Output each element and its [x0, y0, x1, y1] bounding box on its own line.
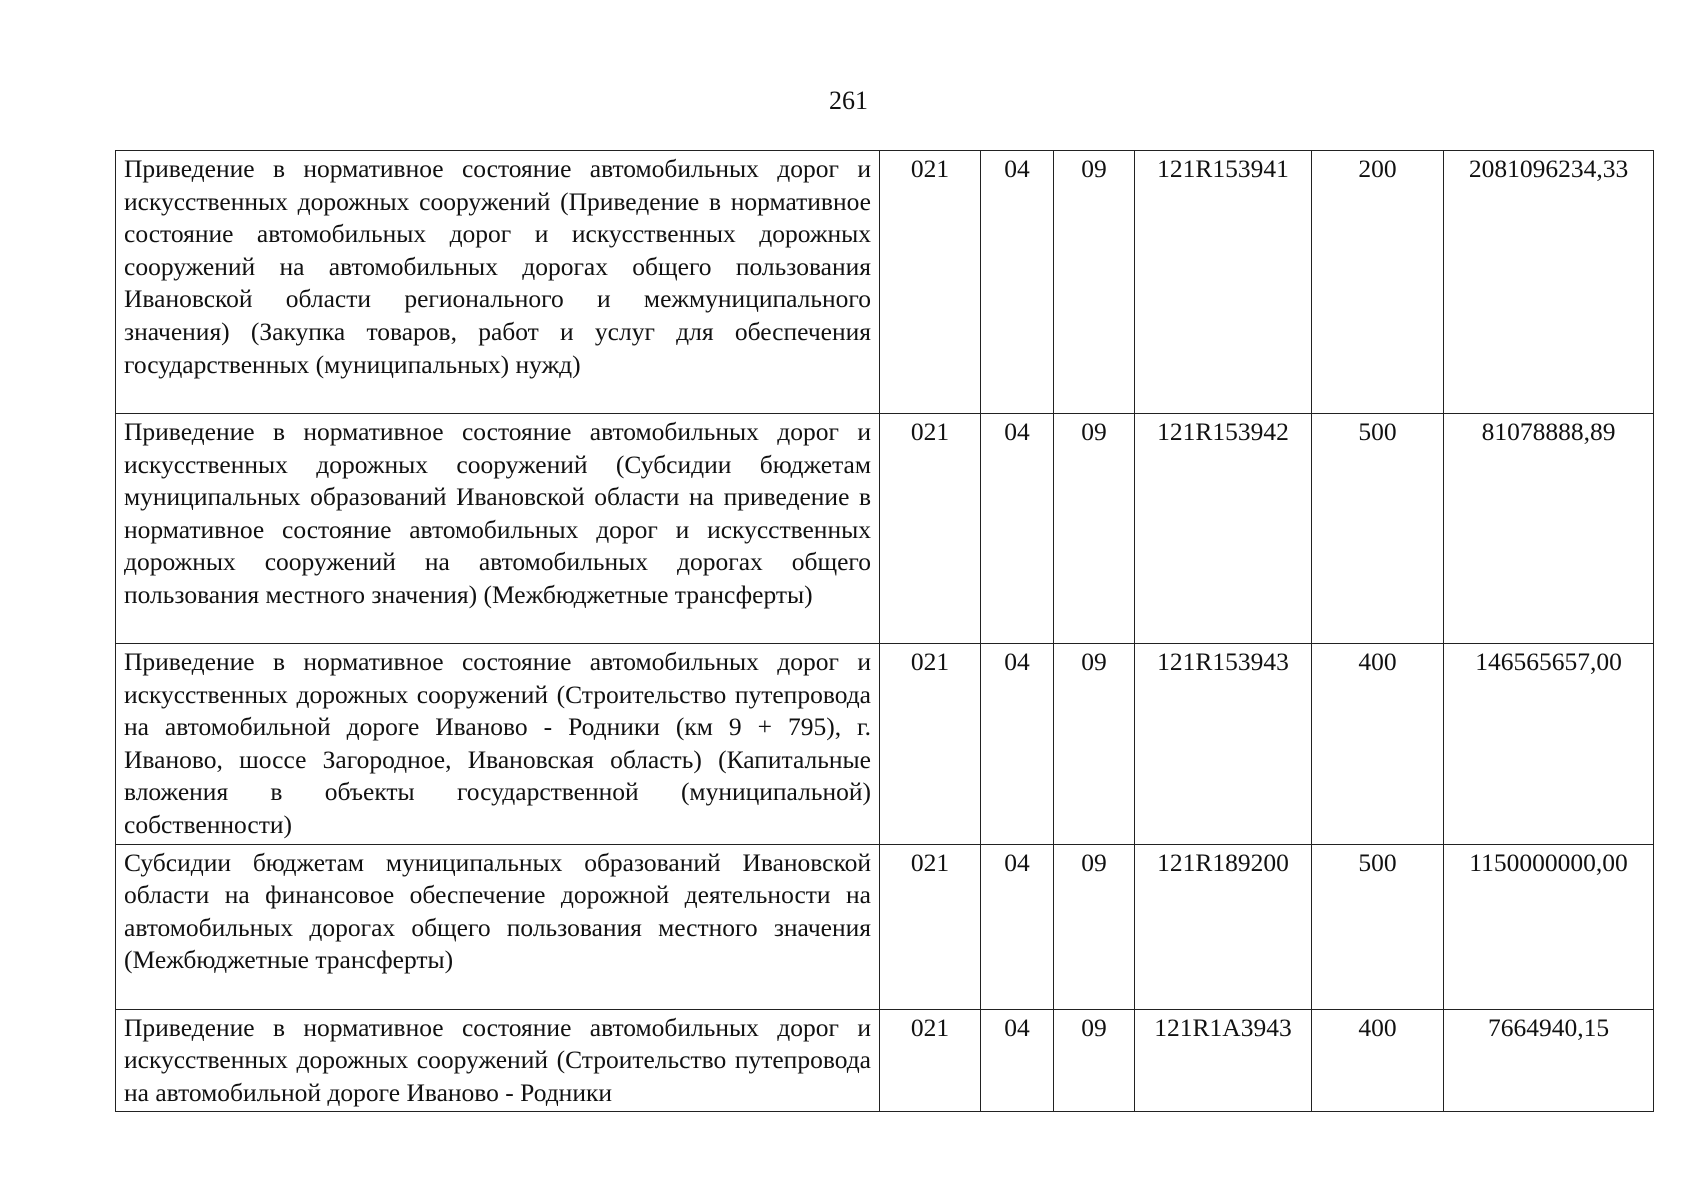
row-ministry-code: 021 — [880, 151, 981, 414]
row-description: Приведение в нормативное состояние автомобильных дорог и искусственных дорожных сооружений (Строительство путепровода на автомобильной дороге Иваново - Родники (км 9 + 795), г. Иваново, шоссе Загородное, Ивановская область) (Капитальные вложения в объекты государственной (муниципальной) собственности) — [116, 644, 880, 845]
row-subsection-code: 09 — [1054, 151, 1135, 414]
row-section-code: 04 — [981, 151, 1054, 414]
row-amount: 2081096234,33 — [1444, 151, 1654, 414]
row-subsection-code: 09 — [1054, 1009, 1135, 1112]
row-amount: 1150000000,00 — [1444, 844, 1654, 1009]
row-amount: 7664940,15 — [1444, 1009, 1654, 1112]
row-description: Приведение в нормативное состояние автомобильных дорог и искусственных дорожных сооружений (Субсидии бюджетам муниципальных образований Ивановской области на приведение в нормативное состояние автомобильных дорог и искусственных дорожных сооружений на автомобильных дорогах общего пользования местного значения) (Межбюджетные трансферты) — [116, 414, 880, 644]
row-ministry-code: 021 — [880, 644, 981, 845]
row-subsection-code: 09 — [1054, 644, 1135, 845]
row-amount: 81078888,89 — [1444, 414, 1654, 644]
row-expense-type: 500 — [1312, 844, 1444, 1009]
row-section-code: 04 — [981, 1009, 1054, 1112]
row-expense-type: 500 — [1312, 414, 1444, 644]
table-row — [116, 644, 1654, 845]
row-expense-type: 400 — [1312, 644, 1444, 845]
row-ministry-code: 021 — [880, 844, 981, 1009]
row-amount: 146565657,00 — [1444, 644, 1654, 845]
row-description: Приведение в нормативное состояние автомобильных дорог и искусственных дорожных сооружений (Приведение в нормативное состояние автомобильных дорог и искусственных дорожных сооружений на автомобильных дорогах общего пользования Ивановской области регионального и межмуниципального значения) (Закупка товаров, работ и услуг для обеспечения государственных (муниципальных) нужд) — [116, 151, 880, 414]
budget-table — [115, 150, 1654, 1112]
page-number: 261 — [829, 86, 868, 115]
table-row — [116, 1009, 1654, 1112]
row-description: Приведение в нормативное состояние автомобильных дорог и искусственных дорожных сооружений (Строительство путепровода на автомобильной дороге Иваново - Родники — [116, 1009, 880, 1112]
table-row — [116, 151, 1654, 414]
row-target-article: 121R153942 — [1135, 414, 1312, 644]
row-target-article: 121R153941 — [1135, 151, 1312, 414]
table-row — [116, 414, 1654, 644]
row-section-code: 04 — [981, 844, 1054, 1009]
row-section-code: 04 — [981, 644, 1054, 845]
row-subsection-code: 09 — [1054, 414, 1135, 644]
row-ministry-code: 021 — [880, 414, 981, 644]
row-target-article: 121R189200 — [1135, 844, 1312, 1009]
row-expense-type: 400 — [1312, 1009, 1444, 1112]
row-subsection-code: 09 — [1054, 844, 1135, 1009]
row-target-article: 121R153943 — [1135, 644, 1312, 845]
row-target-article: 121R1A3943 — [1135, 1009, 1312, 1112]
row-expense-type: 200 — [1312, 151, 1444, 414]
row-description: Субсидии бюджетам муниципальных образований Ивановской области на финансовое обеспечение дорожной деятельности на автомобильных дорогах общего пользования местного значения (Межбюджетные трансферты) — [116, 844, 880, 1009]
row-section-code: 04 — [981, 414, 1054, 644]
table-row — [116, 844, 1654, 1009]
row-ministry-code: 021 — [880, 1009, 981, 1112]
